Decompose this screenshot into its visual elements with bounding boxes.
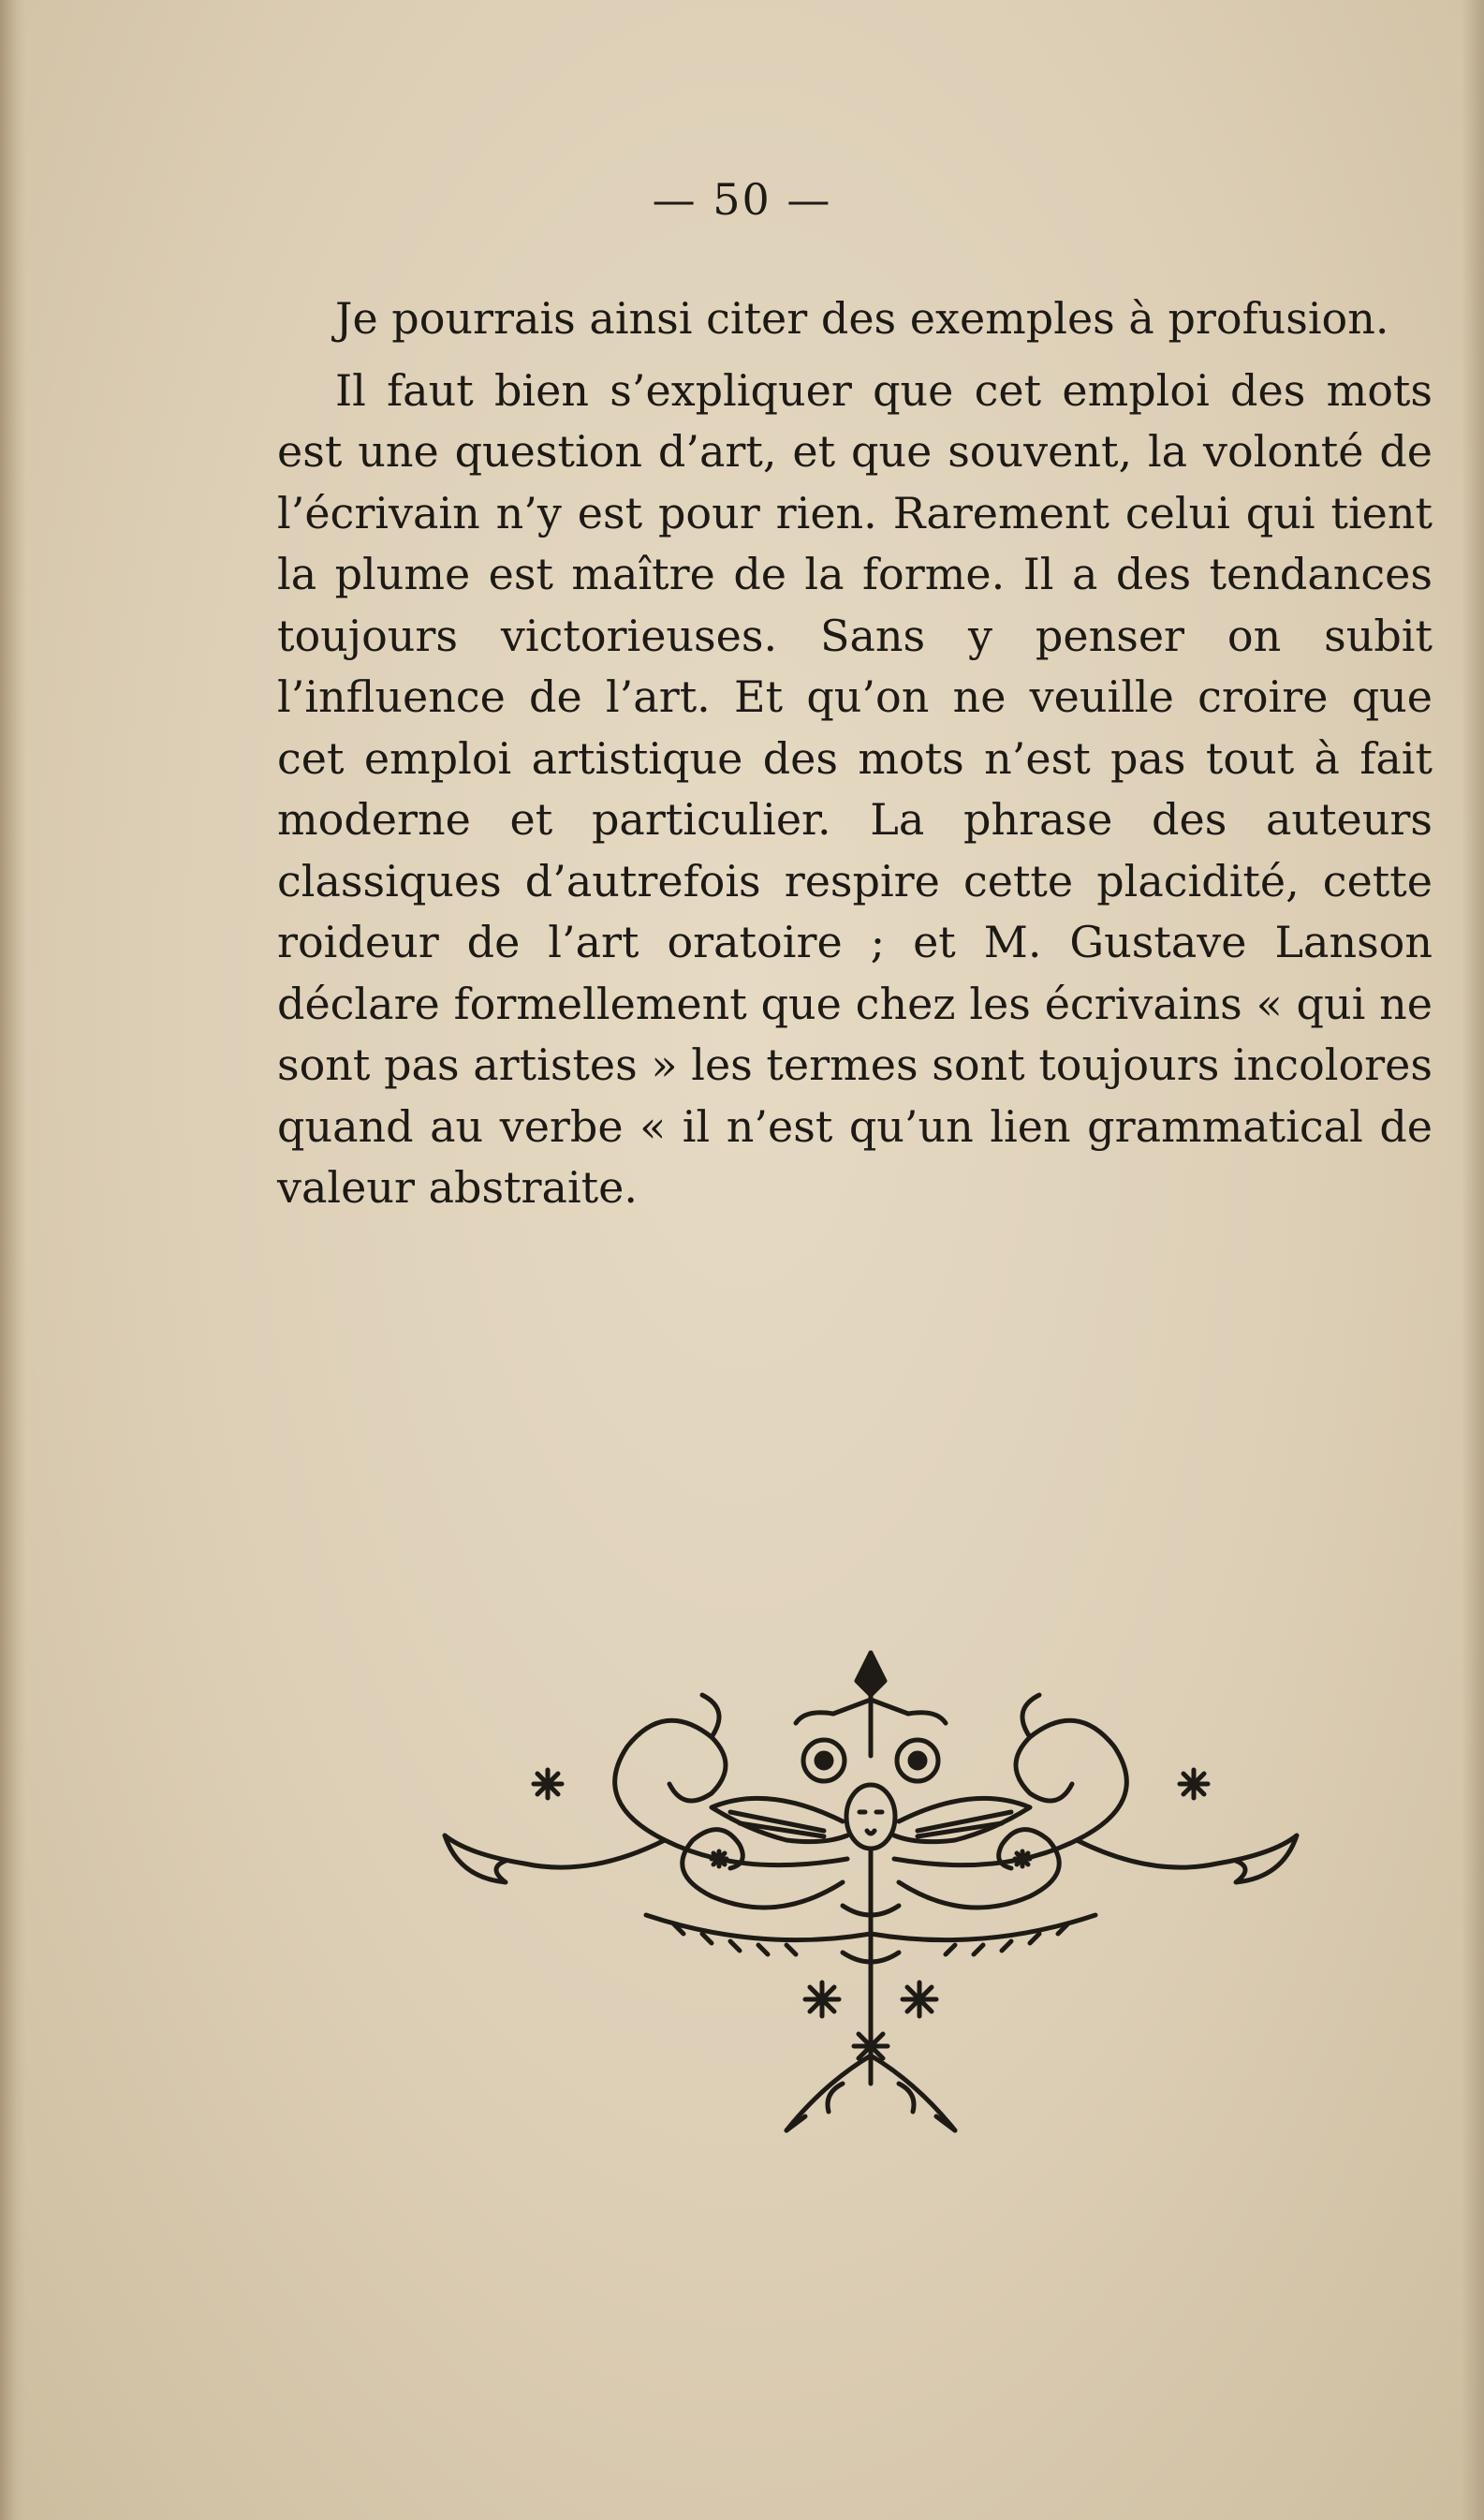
- page-number: — 50 —: [652, 174, 832, 225]
- paragraph-2: Il faut bien s’expliquer que cet emploi des mots est une question d’art, et que souvent, la volonté de l’écrivain n’y est pour rien. Rarement celui qui tient la plume est maître de la forme. Il a des tendances toujours victorieuses. Sans y penser on subit l’influence de l’art. Et qu’on ne veuille croire que cet emploi artistique des mots n’est pas tout à fait moderne et particulier. La phrase des auteurs classiques d’autrefois respire cette placidité, cette roideur de l’art oratoire ; et M. Gustave Lanson déclare formellement que chez les écrivains « qui ne sont pas artistes » les termes sont toujours incolores quand au verbe « il n’est qu’un lien grammatical de valeur abstraite.: [277, 364, 1433, 1213]
- paragraph-1: Je pourrais ainsi citer des exemples à profusion.: [335, 293, 1389, 344]
- floral-ornament-icon: [431, 1643, 1311, 2140]
- body-text: [277, 288, 1433, 1230]
